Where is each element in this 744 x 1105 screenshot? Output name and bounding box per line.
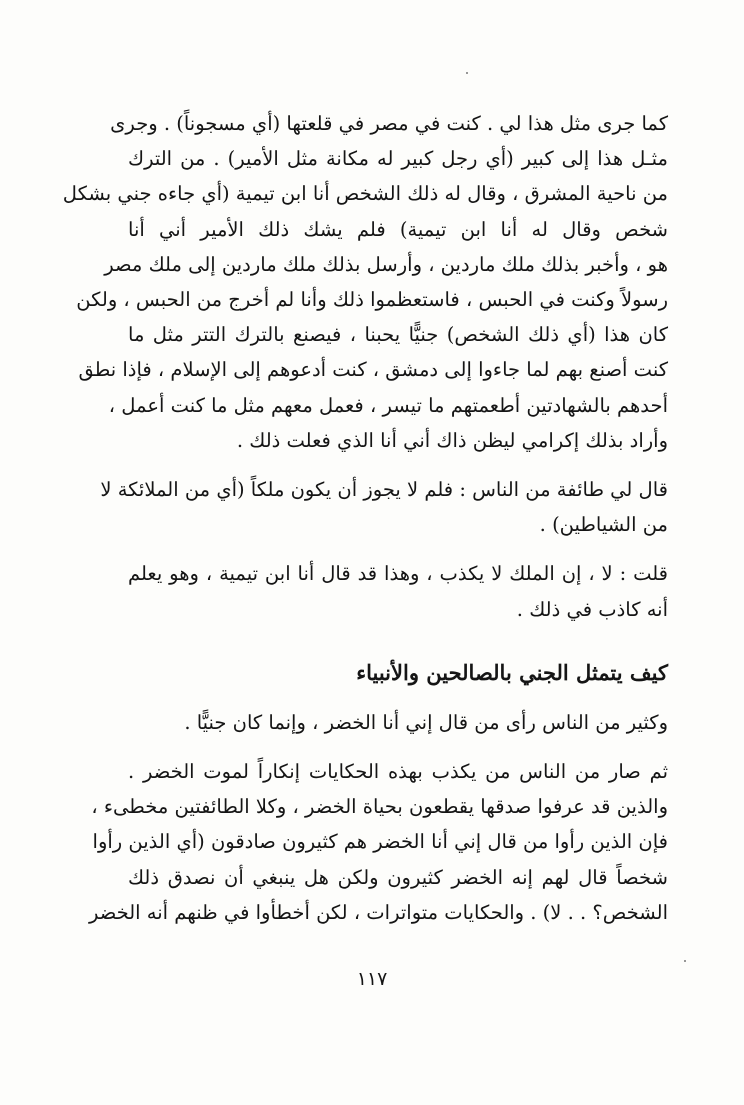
text-line: قلت : لا ، إن الملك لا يكذب ، وهذا قد قال أنا ابن تيمية ، وهو يعلم [128,562,668,586]
paragraph-gap [128,458,668,472]
paragraph-gap [128,542,668,556]
text-line: رسولاً وكنت في الحبس ، فاستعظموا ذلك وأنا لم أخرج من الحبس ، ولكن [76,288,668,312]
text-line: مثـل هذا إلى كبير (أي رجل كبير له مكانة مثل الأمير) . من الترك [128,147,668,171]
paragraph-mardin-story [62,106,668,458]
paragraph-gap [128,691,668,705]
text-line: هو ، وأخبر بذلك ملك ماردين ، وأرسل بذلك ملك ماردين إلى ملك مصر [104,252,668,276]
text-line: شخص وقال له أنا ابن تيمية) فلم يشك ذلك الأمير أني أنا [128,217,668,241]
text-line: كنت أصنع بهم لما جاءوا إلى دمشق ، كنت أدعوهم إلى الإسلام ، فإذا نطق [78,358,668,382]
page-body [62,106,668,930]
text-line: الشخص؟ . . لا) . والحكايات متواترات ، لكن أخطأوا في ظنهم أنه الخضر [88,900,668,924]
text-line: وكثير من الناس رأى من قال إني أنا الخضر ، وإنما كان جنيًّا . [184,710,668,734]
paragraph-reply [128,556,668,626]
text-line: كما جرى مثل هذا لي . كنت في مصر في قلعتها (أي مسجوناً) . وجرى [110,112,668,135]
text-line: من ناحية المشرق ، وقال له ذلك الشخص أنا ابن تيمية (أي جاءه جني بشكل [62,182,668,206]
page-number: ١١٧ [356,968,388,990]
text-line: فإن الذين رأوا من قال إني أنا الخضر هم كثيرون صادقون (أي الذين رأوا [92,830,668,854]
text-line: شخصاً قال لهم إنه الخضر كثيرون ولكن هل ينبغي أن نصدق ذلك [128,865,668,889]
text-line: قال لي طائفة من الناس : فلم لا يجوز أن يكون ملكاً (أي من الملائكة لا [100,478,668,502]
text-line: ثم صار من الناس من يكذب بهذه الحكايات إنكاراً لموت الخضر . [128,760,668,784]
paragraph-khidr-claim [128,705,668,740]
scan-speck [684,960,686,962]
scan-speck [466,72,468,74]
text-line: أنه كاذب في ذلك . [516,597,668,621]
text-line: أحدهم بالشهادتين أطعمتهم ما تيسر ، فعمل معهم مثل ما كنت أعمل ، [108,393,668,417]
text-line: من الشياطين) . [539,513,668,537]
section-gap [128,627,668,655]
paragraph-objection [100,472,668,542]
text-line: كان هذا (أي ذلك الشخص) جنيًّا يحبنا ، فيصنع بالترك التتر مثل ما [128,323,668,347]
paragraph-gap [128,740,668,754]
paragraph-khidr-stories [88,754,668,930]
text-line: وأراد بذلك إكرامي ليظن ذاك أني أنا الذي فعلت ذلك . [236,428,668,452]
text-line: والذين قد عرفوا صدقها يقطعون بحياة الخضر ، وكلا الطائفتين مخطىء ، [91,795,668,819]
section-heading: كيف يتمثل الجني بالصالحين والأنبياء [356,659,668,685]
